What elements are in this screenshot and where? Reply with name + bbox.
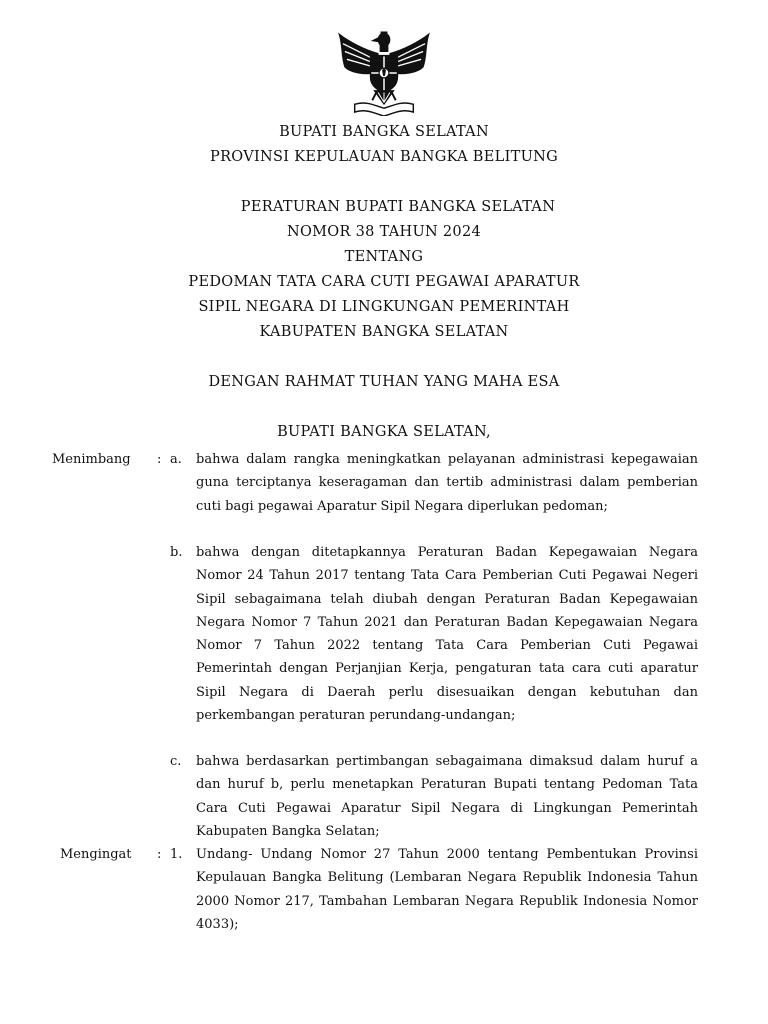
regulation-number: NOMOR 38 TAHUN 2024 — [286, 224, 481, 240]
regulation-subject-line-2: SIPIL NEGARA DI LINGKUNGAN PEMERINTAH — [198, 299, 570, 315]
menimbang-item-marker: a. — [170, 452, 182, 467]
issuer-name: BUPATI BANGKA SELATAN — [279, 124, 489, 140]
menimbang-item-marker: c. — [170, 754, 182, 769]
invocation: DENGAN RAHMAT TUHAN YANG MAHA ESA — [208, 374, 560, 390]
menimbang-item-text: bahwa berdasarkan pertimbangan sebagaimana dimaksud dalam huruf a dan huruf b, perlu menetapkan Peraturan Bupati tentang Pedoman Tata Cara Cuti Pegawai Aparatur Sipil Negara di Lingkungan Pemerintah Kabupaten Bangka Selatan; — [196, 754, 698, 839]
mengingat-item-text: Undang- Undang Nomor 27 Tahun 2000 tentang Pembentukan Provinsi Kepulauan Bangka Belitung (Lembaran Negara Republik Indonesia Tahun 2000 Nomor 217, Tambahan Lembaran Negara Republik Indonesia Nomor 4033); — [196, 847, 698, 932]
authority: BUPATI BANGKA SELATAN, — [277, 424, 491, 440]
regulation-subject-line-3: KABUPATEN BANGKA SELATAN — [259, 324, 509, 340]
regulation-title: PERATURAN BUPATI BANGKA SELATAN — [240, 199, 556, 215]
regulation-subject-line-1: PEDOMAN TATA CARA CUTI PEGAWAI APARATUR — [188, 274, 580, 290]
mengingat-colon: : — [157, 847, 162, 862]
issuer-province: PROVINSI KEPULAUAN BANGKA BELITUNG — [210, 149, 558, 165]
mengingat-item-marker: 1. — [170, 847, 183, 862]
mengingat-label: Mengingat — [60, 847, 132, 862]
menimbang-label: Menimbang — [52, 452, 131, 467]
menimbang-colon: : — [157, 452, 162, 467]
menimbang-item-marker: b. — [170, 545, 183, 560]
garuda-emblem-icon — [335, 30, 433, 116]
menimbang-item-text: bahwa dalam rangka meningkatkan pelayanan administrasi kepegawaian guna terciptanya keseragaman dan tertib administrasi dalam pemberian cuti bagi pegawai Aparatur Sipil Negara diperlukan pedoman; — [196, 452, 698, 514]
regulation-tentang: TENTANG — [344, 249, 424, 265]
menimbang-item-text: bahwa dengan ditetapkannya Peraturan Badan Kepegawaian Negara Nomor 24 Tahun 2017 tentang Tata Cara Pemberian Cuti Pegawai Negeri Sipil sebagaimana telah diubah dengan Peraturan Badan Kepegawaian Negara Nomor 7 Tahun 2021 dan Peraturan Badan Kepegawaian Negara Nomor 7 Tahun 2022 tentang Tata Cara Pemberian Cuti Pegawai Pemerintah dengan Perjanjian Kerja, pengaturan tata cara cuti aparatur Sipil Negara di Daerah perlu disesuaikan dengan kebutuhan dan perkembangan peraturan perundang-undangan; — [196, 545, 698, 724]
